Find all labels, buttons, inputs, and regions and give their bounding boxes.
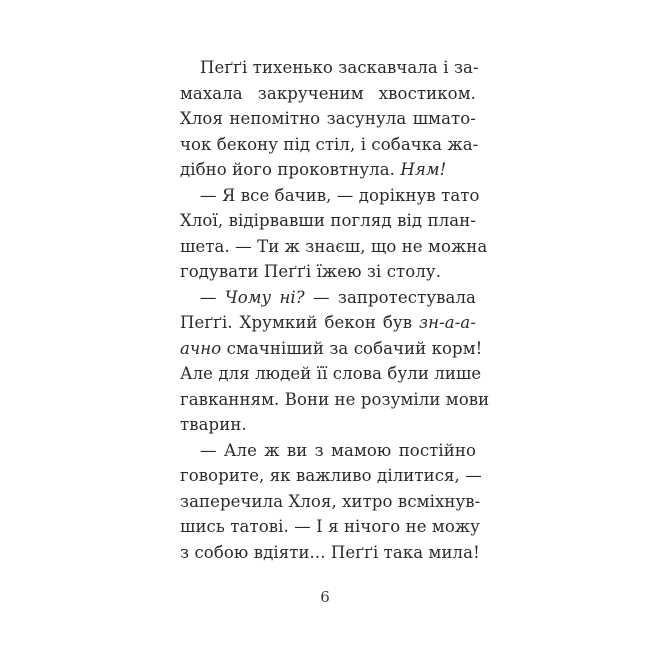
text-segment: — запротестувала [304,287,476,307]
text-segment: шись татові. — І я нічого не можу [180,517,480,536]
text-segment: шета. — Ти ж знаєш, що не можна [180,236,488,256]
text-line [180,387,490,413]
text-line [180,412,476,438]
text-segment: Пеґґі тихенько заскавчала і за- [200,58,479,77]
text-line [180,106,476,132]
text-line [180,361,482,387]
text-line [180,81,476,107]
text-segment: гавканням. Вони не розуміли мови [180,389,490,409]
text-line [180,132,479,158]
text-segment: тварин. [180,415,247,434]
text-line [180,310,476,336]
text-line [180,489,481,515]
text-segment: Але для людей її слова були лише [180,364,482,383]
italic-text: ачно [180,338,222,358]
italic-text: зн-а-а- [419,313,476,332]
text-line [180,259,476,285]
text-line [180,514,480,540]
text-line [180,285,476,311]
text-segment: заперечила Хлоя, хитро всміхнув- [180,491,481,511]
text-segment: Хлої, відірвавши погляд від план- [180,211,476,230]
text-segment: — Я все бачив, — дорікнув тато [200,185,480,205]
text-segment: з собою вдіяти... Пеґґі така мила! [180,542,480,562]
text-line [180,540,480,566]
text-segment: смачніший за собачий корм! [221,338,483,358]
text-segment: — [200,287,225,307]
text-line [180,463,482,489]
text-segment: Хлоя непомітно засунула шмато- [180,109,476,128]
text-line [180,234,488,260]
text-line [180,157,476,183]
italic-text: Чому ні? [224,287,305,307]
text-line [180,55,479,81]
text-segment: Пеґґі. Хрумкий бекон був [180,313,420,332]
page-number: 6 [320,588,330,606]
text-line [180,208,476,234]
text-segment: чок бекону під стіл, і собачка жа- [180,134,479,154]
text-segment: дібно його проковтнула. [180,160,401,179]
text-line [180,438,476,464]
text-line [180,183,480,209]
text-segment: — Але ж ви з мамою постійно [200,440,476,460]
text-segment: говорите, як важливо ділитися, — [180,466,482,485]
italic-text: Ням! [400,160,447,179]
text-segment: махала закрученим хвостиком. [180,83,476,103]
text-segment: годувати Пеґґі їжею зі столу. [180,262,442,281]
body-text [180,55,490,565]
text-line [180,336,483,362]
